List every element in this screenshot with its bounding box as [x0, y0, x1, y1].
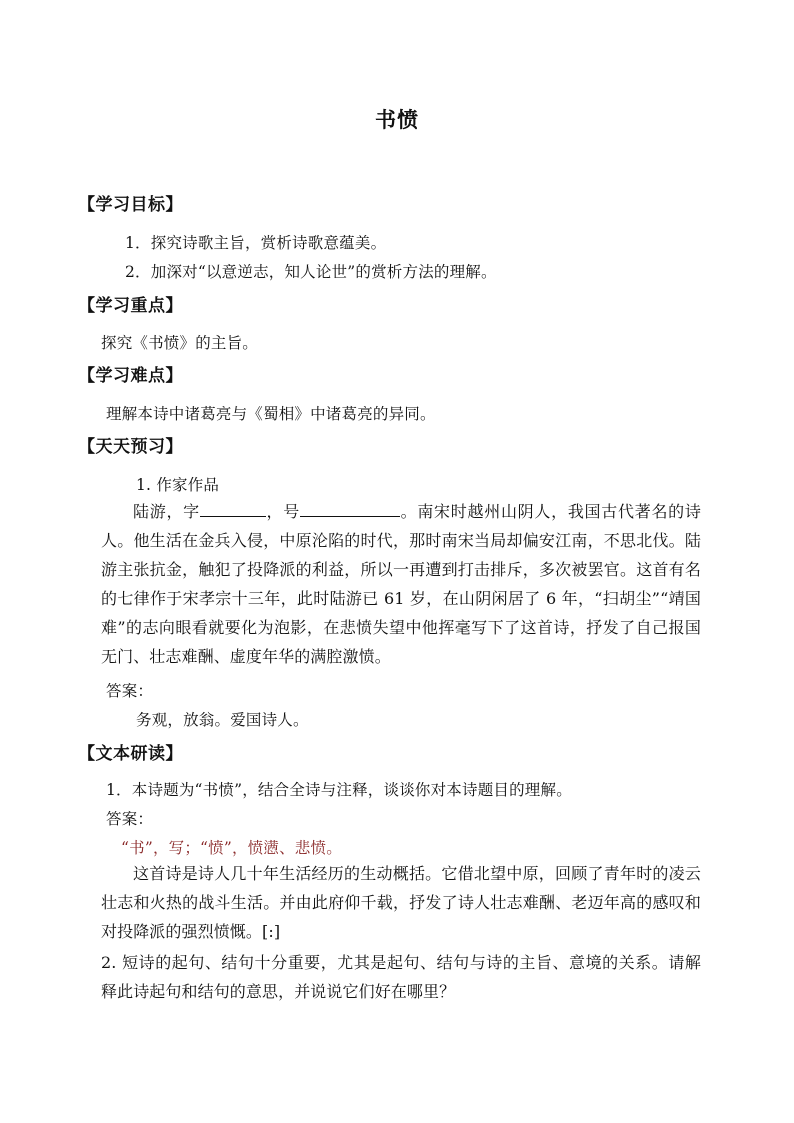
preview-subheading: 1. 作家作品	[136, 476, 220, 494]
preview-answer-label: 答案：	[106, 682, 154, 700]
reading-heading: 【文本研读】	[78, 744, 183, 764]
answer-explanation: 这首诗是诗人几十年生活经历的生动概括。它借北望中原，回顾了青年时的凌云壮志和火热的战斗生活。并由此府仰千载，抒发了诗人壮志难酬、老迈年高的感叹和对投降派的强烈愤慨。[:]	[101, 864, 701, 941]
answer-title-meaning: “书”，写；“愤”，愤懑、悲愤。	[121, 839, 342, 857]
goal-item-2: 2．加深对“以意逆志，知人论世”的赏析方法的理解。	[125, 263, 497, 281]
question-1: 1．本诗题为“书愤”，结合全诗与注释，谈谈你对本诗题目的理解。	[106, 781, 572, 799]
key-points-heading: 【学习重点】	[78, 296, 183, 316]
difficulties-heading: 【学习难点】	[78, 366, 183, 386]
courtesy-name-blank[interactable]	[200, 500, 266, 517]
page-title: 书愤	[375, 108, 419, 132]
author-intro-mid: ，号	[265, 502, 300, 521]
reading-answer-label: 答案：	[106, 810, 154, 828]
goal-item-1: 1．探究诗歌主旨，赏析诗歌意蕴美。	[125, 234, 387, 252]
author-paragraph	[101, 497, 701, 671]
goals-heading: 【学习目标】	[78, 195, 183, 215]
preview-heading: 【天天预习】	[78, 437, 183, 457]
preview-answer: 务观，放翁。爱国诗人。	[136, 711, 309, 729]
key-points-text: 探究《书愤》的主旨。	[101, 334, 259, 352]
pen-name-blank[interactable]	[300, 500, 400, 517]
difficulties-text: 理解本诗中诸葛亮与《蜀相》中诸葛亮的异同。	[106, 405, 436, 423]
author-intro-prefix: 陆游，字	[133, 502, 200, 521]
author-intro-suffix: 。南宋时越州山阴人，我国古代著名的诗人。他生活在金兵入侵，中原沦陷的时代，那时南宋当局却偏安江南，不思北伐。陆游主张抗金，触犯了投降派的利益，所以一再遭到打击排斥，多次被罢官。这首有名的七律作于宋孝宗十三年，此时陆游已 61 岁，在山阴闲居了 6 年，“扫胡尘”“靖国难”的志向眼看就要化为泡影，在悲愤失望中他挥毫写下了这首诗，抒发了自己报国无门、壮志难酬、虚度年华的满腔激愤。	[101, 502, 702, 666]
question-2: 2. 短诗的起句、结句十分重要，尤其是起句、结句与诗的主旨、意境的关系。请解释此诗起句和结句的意思，并说说它们好在哪里？	[101, 953, 701, 1001]
